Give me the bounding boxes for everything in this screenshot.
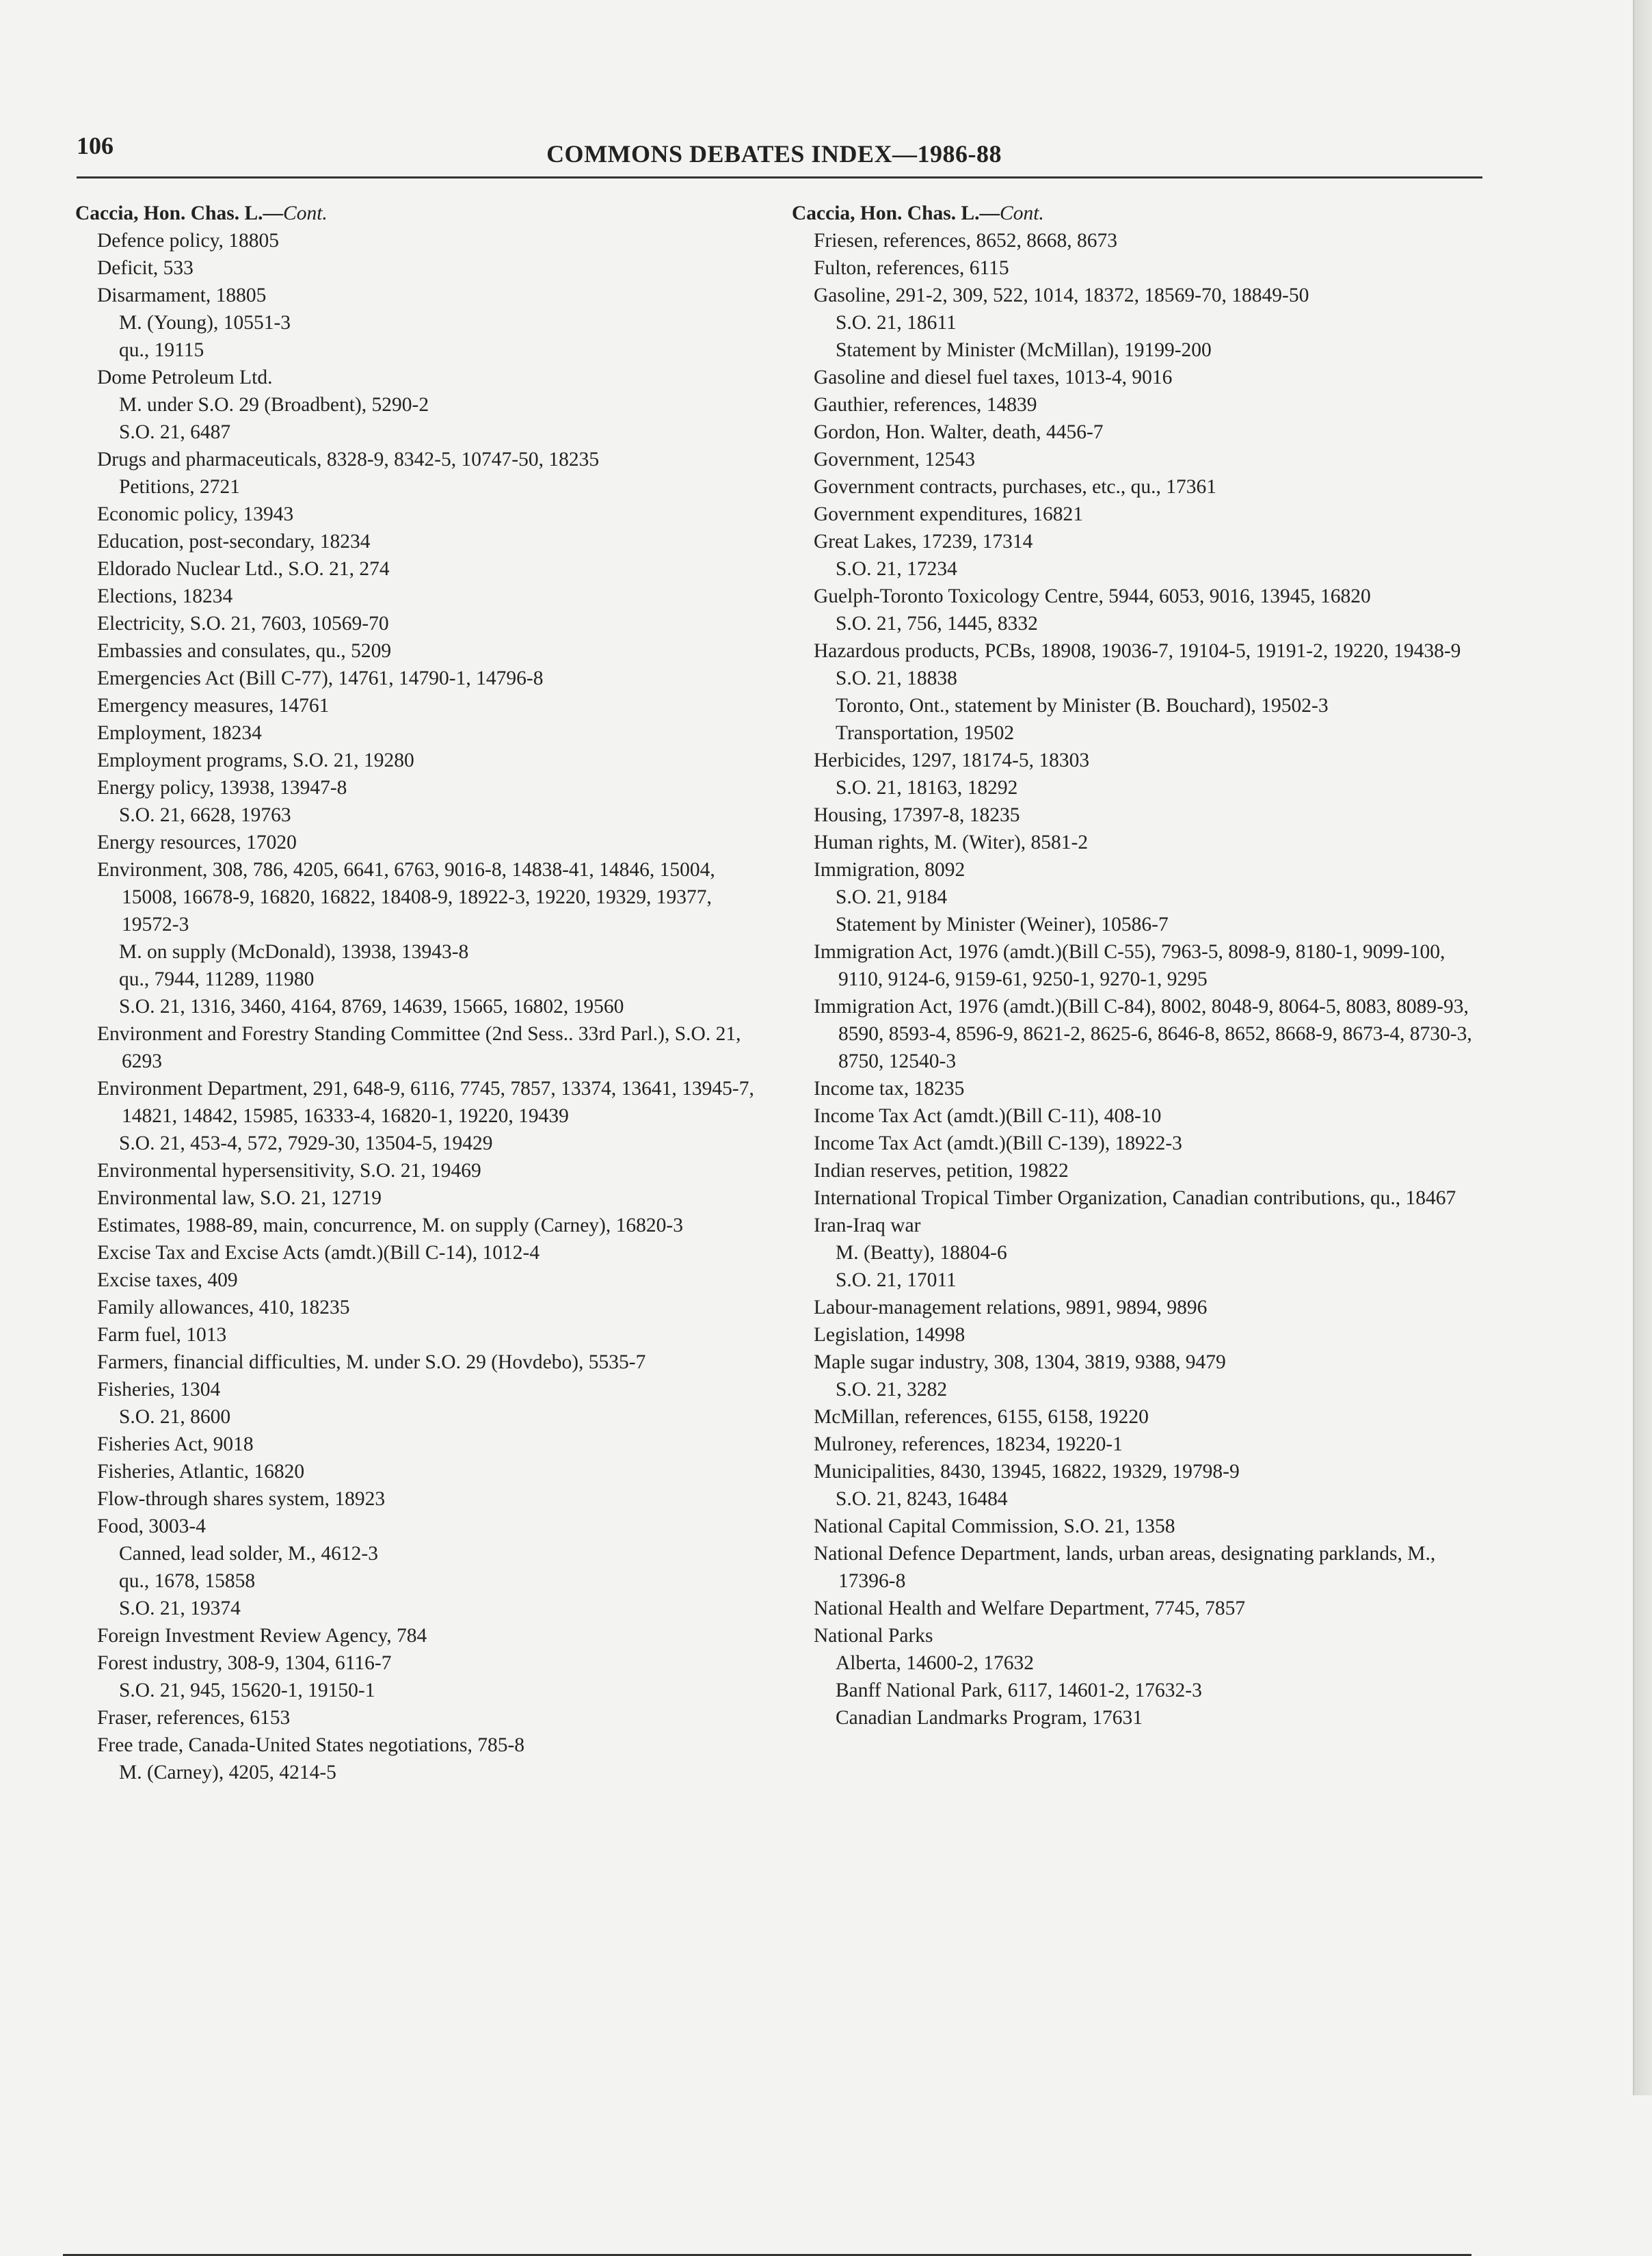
index-subsubentry: Alberta, 14600-2, 17632 xyxy=(836,1652,1035,1674)
index-subsubentry: S.O. 21, 3282 xyxy=(836,1379,948,1401)
index-subentry: Gasoline and diesel fuel taxes, 1013-4, 9016 xyxy=(814,367,1173,388)
index-subentry: Hazardous products, PCBs, 18908, 19036-7, 19104-5, 19191-2, 19220, 19438-9 xyxy=(814,640,1461,662)
index-subsubentry: S.O. 21, 8600 xyxy=(119,1406,231,1428)
index-subentry: Drugs and pharmaceuticals, 8328-9, 8342-5, 10747-50, 18235 xyxy=(97,449,600,470)
index-subentry: Deficit, 533 xyxy=(97,257,194,279)
left-column xyxy=(75,200,759,1786)
index-subentry: Immigration, 8092 xyxy=(814,859,965,881)
index-subentry: Great Lakes, 17239, 17314 xyxy=(814,531,1033,553)
index-subentry: Government expenditures, 16821 xyxy=(814,503,1084,525)
index-subsubentry: S.O. 21, 17011 xyxy=(836,1269,957,1291)
index-subsubentry: M. (Carney), 4205, 4214-5 xyxy=(119,1762,336,1783)
index-subentry: Human rights, M. (Witer), 8581-2 xyxy=(814,832,1089,853)
heading-name: Caccia, Hon. Chas. L.— xyxy=(792,202,1000,224)
index-subentry: National Defence Department, lands, urban areas, designating parklands, M., 17396-8 xyxy=(814,1543,1436,1592)
index-subsubentry: qu., 19115 xyxy=(119,339,204,361)
index-subentry: Disarmament, 18805 xyxy=(97,284,267,306)
index-subentry: Friesen, references, 8652, 8668, 8673 xyxy=(814,230,1118,252)
index-subentry: Economic policy, 13943 xyxy=(97,503,294,525)
index-subsubentry: S.O. 21, 945, 15620-1, 19150-1 xyxy=(119,1680,375,1701)
index-subentry: Excise Tax and Excise Acts (amdt.)(Bill C-14), 1012-4 xyxy=(97,1242,540,1264)
index-subsubentry: Transportation, 19502 xyxy=(836,722,1015,744)
index-subentry: Government contracts, purchases, etc., qu., 17361 xyxy=(814,476,1217,498)
page-header xyxy=(77,131,1471,172)
index-subsubentry: S.O. 21, 6628, 19763 xyxy=(119,804,291,826)
index-subsubentry: S.O. 21, 19374 xyxy=(119,1597,241,1619)
index-subentry: Mulroney, references, 18234, 19220-1 xyxy=(814,1433,1123,1455)
right-entries xyxy=(792,227,1482,1731)
index-subentry: Embassies and consulates, qu., 5209 xyxy=(97,640,392,662)
index-subentry: Employment programs, S.O. 21, 19280 xyxy=(97,749,414,771)
index-subentry: Dome Petroleum Ltd. xyxy=(97,367,273,388)
index-subsubentry: Statement by Minister (McMillan), 19199-200 xyxy=(836,339,1212,361)
index-subsubentry: M. (Beatty), 18804-6 xyxy=(836,1242,1007,1264)
index-subentry: Immigration Act, 1976 (amdt.)(Bill C-84), 8002, 8048-9, 8064-5, 8083, 8089-93, 8590, 8593-4, 8596-9, 8621-2, 8625-6, 8646-8, 8652, 8668-9, 8673-4, 8730-3, 8750, 12540-3 xyxy=(814,996,1472,1072)
index-subentry: Farmers, financial difficulties, M. under S.O. 29 (Hovdebo), 5535-7 xyxy=(97,1351,646,1373)
index-subentry: Environmental hypersensitivity, S.O. 21, 19469 xyxy=(97,1160,481,1182)
index-subentry: Fisheries Act, 9018 xyxy=(97,1433,254,1455)
index-subentry: National Health and Welfare Department, 7745, 7857 xyxy=(814,1597,1246,1619)
index-subsubentry: M. (Young), 10551-3 xyxy=(119,312,291,334)
index-subsubentry: Banff National Park, 6117, 14601-2, 17632-3 xyxy=(836,1680,1202,1701)
index-subentry: Defence policy, 18805 xyxy=(97,230,279,252)
index-subentry: Maple sugar industry, 308, 1304, 3819, 9388, 9479 xyxy=(814,1351,1226,1373)
index-subsubentry: S.O. 21, 9184 xyxy=(836,886,948,908)
right-column xyxy=(792,200,1482,1731)
index-subentry: Emergency measures, 14761 xyxy=(97,695,330,717)
index-subentry: Environment, 308, 786, 4205, 6641, 6763, 9016-8, 14838-41, 14846, 15004, 15008, 16678-9, 16820, 16822, 18408-9, 18922-3, 19220, 19329, 19377, 19572-3 xyxy=(97,859,715,935)
index-subsubentry: Petitions, 2721 xyxy=(119,476,241,498)
index-subsubentry: Toronto, Ont., statement by Minister (B. Bouchard), 19502-3 xyxy=(836,695,1329,717)
index-subentry: Fraser, references, 6153 xyxy=(97,1707,291,1729)
index-subentry: Emergencies Act (Bill C-77), 14761, 14790-1, 14796-8 xyxy=(97,667,544,689)
index-subentry: Iran-Iraq war xyxy=(814,1215,921,1236)
header-rule xyxy=(77,176,1482,178)
index-subsubentry: Statement by Minister (Weiner), 10586-7 xyxy=(836,914,1169,935)
heading-cont: Cont. xyxy=(1000,202,1044,224)
index-subsubentry: M. on supply (McDonald), 13938, 13943-8 xyxy=(119,941,469,963)
running-head: COMMONS DEBATES INDEX—1986-88 xyxy=(546,140,1002,168)
index-subentry: Indian reserves, petition, 19822 xyxy=(814,1160,1069,1182)
heading-name: Caccia, Hon. Chas. L.— xyxy=(75,202,284,224)
index-subsubentry: S.O. 21, 18163, 18292 xyxy=(836,777,1018,799)
index-subentry: Family allowances, 410, 18235 xyxy=(97,1297,350,1318)
index-subentry: Free trade, Canada-United States negotiations, 785-8 xyxy=(97,1734,525,1756)
left-entries xyxy=(75,227,759,1786)
index-subentry: Education, post-secondary, 18234 xyxy=(97,531,371,553)
page-number: 106 xyxy=(77,132,114,159)
page-edge xyxy=(1633,0,1652,2095)
index-subentry: Gasoline, 291-2, 309, 522, 1014, 18372, 18569-70, 18849-50 xyxy=(814,284,1309,306)
index-subentry: Gauthier, references, 14839 xyxy=(814,394,1037,416)
index-subsubentry: S.O. 21, 453-4, 572, 7929-30, 13504-5, 19429 xyxy=(119,1132,493,1154)
index-subsubentry: S.O. 21, 1316, 3460, 4164, 8769, 14639, 15665, 16802, 19560 xyxy=(119,996,624,1018)
index-subentry: Forest industry, 308-9, 1304, 6116-7 xyxy=(97,1652,392,1674)
index-subentry: Legislation, 14998 xyxy=(814,1324,965,1346)
index-subentry: Environment Department, 291, 648-9, 6116, 7745, 7857, 13374, 13641, 13945-7, 14821, 14842, 15985, 16333-4, 16820-1, 19220, 19439 xyxy=(97,1078,754,1127)
index-subentry: Income Tax Act (amdt.)(Bill C-11), 408-10 xyxy=(814,1105,1162,1127)
index-subentry: Excise taxes, 409 xyxy=(97,1269,238,1291)
index-subentry: Fulton, references, 6115 xyxy=(814,257,1009,279)
index-subentry: Foreign Investment Review Agency, 784 xyxy=(97,1625,427,1647)
index-subentry: International Tropical Timber Organization, Canadian contributions, qu., 18467 xyxy=(814,1187,1456,1209)
index-subentry: Housing, 17397-8, 18235 xyxy=(814,804,1020,826)
index-subentry: Estimates, 1988-89, main, concurrence, M. on supply (Carney), 16820-3 xyxy=(97,1215,683,1236)
index-subentry: Farm fuel, 1013 xyxy=(97,1324,227,1346)
index-subentry: Environment and Forestry Standing Committee (2nd Sess.. 33rd Parl.), S.O. 21, 6293 xyxy=(97,1023,741,1072)
index-subentry: Income Tax Act (amdt.)(Bill C-139), 18922-3 xyxy=(814,1132,1182,1154)
index-subentry: National Capital Commission, S.O. 21, 1358 xyxy=(814,1515,1175,1537)
index-subentry: Gordon, Hon. Walter, death, 4456-7 xyxy=(814,421,1104,443)
index-subentry: Fisheries, Atlantic, 16820 xyxy=(97,1461,305,1483)
index-subentry: Herbicides, 1297, 18174-5, 18303 xyxy=(814,749,1090,771)
index-subentry: Electricity, S.O. 21, 7603, 10569-70 xyxy=(97,613,389,635)
index-subentry: Government, 12543 xyxy=(814,449,975,470)
index-subsubentry: S.O. 21, 18611 xyxy=(836,312,957,334)
index-subentry: Energy policy, 13938, 13947-8 xyxy=(97,777,347,799)
index-subsubentry: S.O. 21, 8243, 16484 xyxy=(836,1488,1008,1510)
index-subsubentry: Canned, lead solder, M., 4612-3 xyxy=(119,1543,378,1565)
index-subentry: Guelph-Toronto Toxicology Centre, 5944, 6053, 9016, 13945, 16820 xyxy=(814,585,1371,607)
index-heading xyxy=(75,200,759,227)
index-subsubentry: S.O. 21, 6487 xyxy=(119,421,231,443)
index-heading xyxy=(792,200,1482,227)
index-subentry: Fisheries, 1304 xyxy=(97,1379,221,1401)
index-subentry: Employment, 18234 xyxy=(97,722,262,744)
index-subsubentry: qu., 1678, 15858 xyxy=(119,1570,256,1592)
index-subsubentry: qu., 7944, 11289, 11980 xyxy=(119,968,315,990)
index-subentry: Municipalities, 8430, 13945, 16822, 19329, 19798-9 xyxy=(814,1461,1240,1483)
index-subsubentry: M. under S.O. 29 (Broadbent), 5290-2 xyxy=(119,394,429,416)
index-subentry: McMillan, references, 6155, 6158, 19220 xyxy=(814,1406,1149,1428)
heading-cont: Cont. xyxy=(283,202,328,224)
index-subsubentry: Canadian Landmarks Program, 17631 xyxy=(836,1707,1143,1729)
index-subentry: Eldorado Nuclear Ltd., S.O. 21, 274 xyxy=(97,558,390,580)
index-subentry: Elections, 18234 xyxy=(97,585,233,607)
index-subentry: Energy resources, 17020 xyxy=(97,832,297,853)
index-subsubentry: S.O. 21, 756, 1445, 8332 xyxy=(836,613,1038,635)
index-subentry: Labour-management relations, 9891, 9894, 9896 xyxy=(814,1297,1208,1318)
index-subentry: National Parks xyxy=(814,1625,933,1647)
index-subentry: Income tax, 18235 xyxy=(814,1078,965,1100)
index-subsubentry: S.O. 21, 17234 xyxy=(836,558,957,580)
index-subentry: Immigration Act, 1976 (amdt.)(Bill C-55), 7963-5, 8098-9, 8180-1, 9099-100, 9110, 9124-6, 9159-61, 9250-1, 9270-1, 9295 xyxy=(814,941,1446,990)
index-subentry: Flow-through shares system, 18923 xyxy=(97,1488,386,1510)
index-subsubentry: S.O. 21, 18838 xyxy=(836,667,957,689)
index-subentry: Environmental law, S.O. 21, 12719 xyxy=(97,1187,382,1209)
index-subentry: Food, 3003-4 xyxy=(97,1515,206,1537)
